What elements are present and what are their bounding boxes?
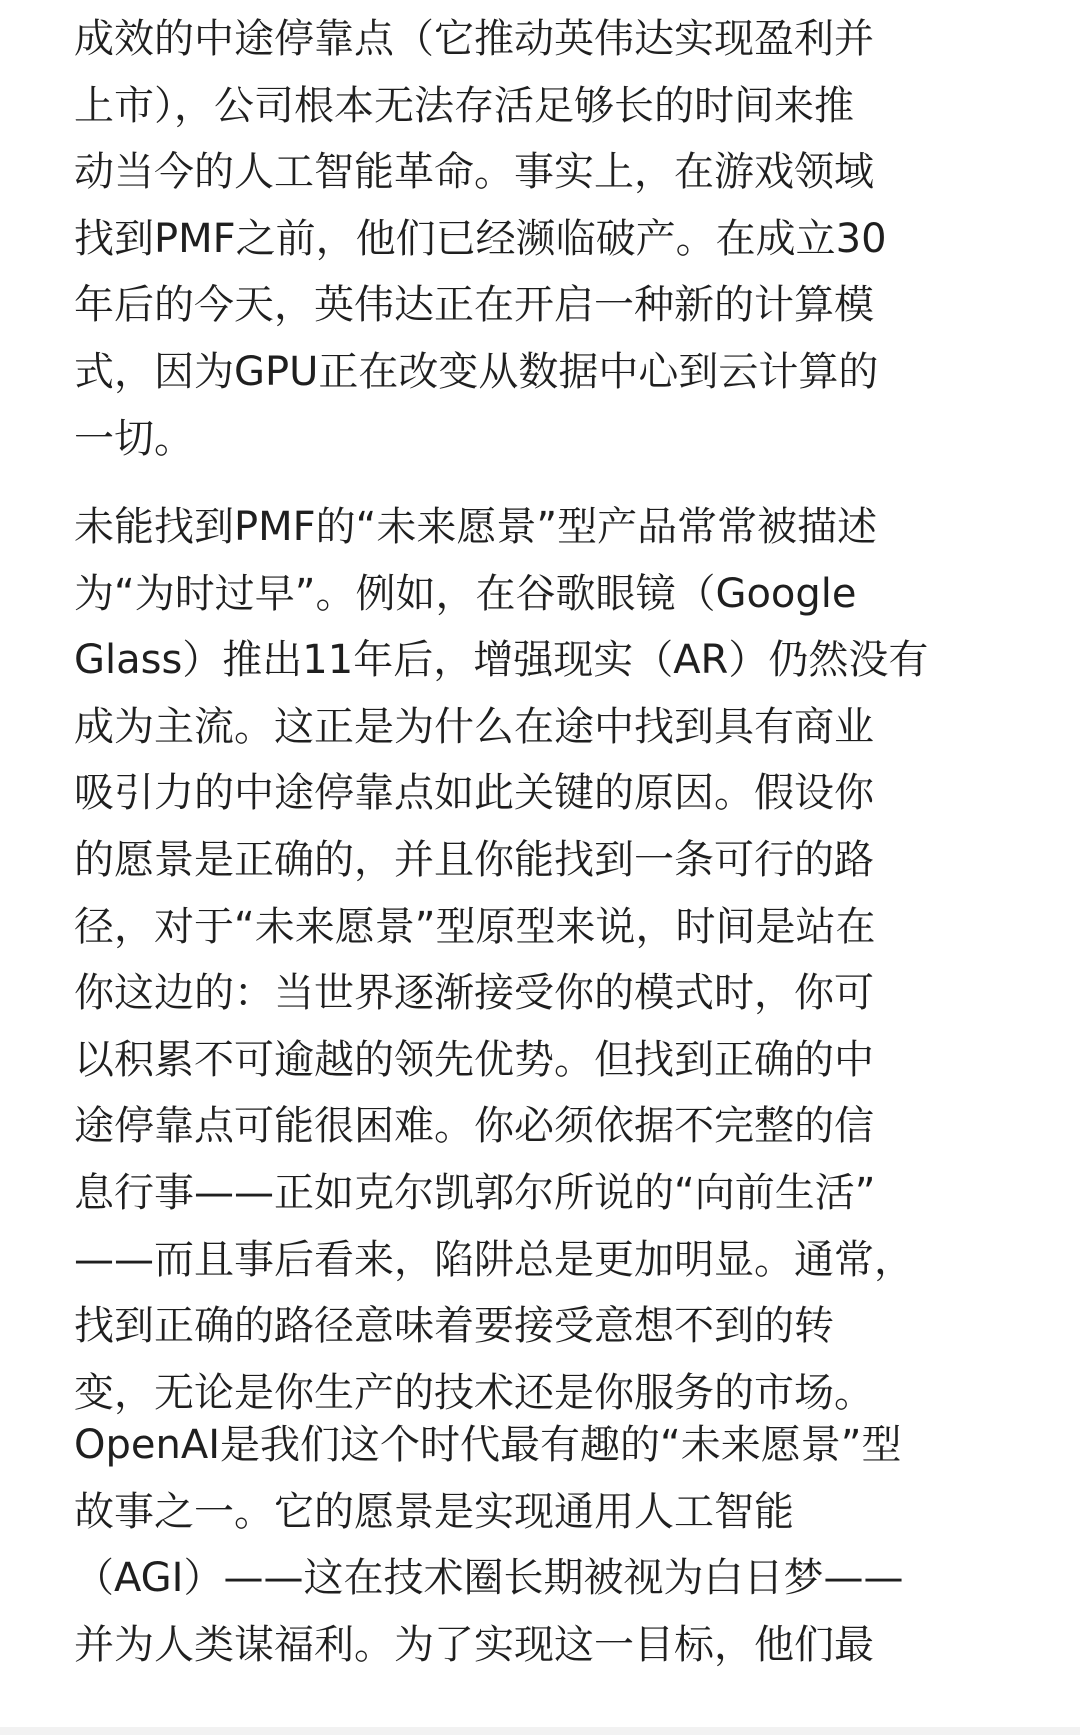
- text-line: ——而且事后看来，陷阱总是更加明显。通常，: [74, 1236, 914, 1283]
- text-line: 一切。: [74, 415, 194, 462]
- text-line: 途停靠点可能很困难。你必须依据不完整的信: [74, 1103, 874, 1150]
- text-line: 成效的中途停靠点（它推动英伟达实现盈利并: [74, 16, 874, 62]
- text-line: Glass）推出11年后，增强现实（AR）仍然没有: [74, 637, 929, 684]
- text-line: 动当今的人工智能革命。事实上，在游戏领域: [74, 149, 874, 196]
- text-line: 上市），公司根本无法存活足够长的时间来推: [74, 82, 854, 129]
- text-line: 成为主流。这正是为什么在途中找到具有商业: [74, 703, 874, 750]
- text-line: 找到PMF之前，他们已经濒临破产。在成立30: [74, 215, 887, 262]
- text-line: 并为人类谋福利。为了实现这一目标，他们最: [74, 1621, 874, 1668]
- text-line: 年后的今天，英伟达正在开启一种新的计算模: [74, 282, 874, 329]
- bottom-divider: [0, 1727, 1080, 1735]
- text-line: 径，对于“未来愿景”型原型来说，时间是站在: [74, 903, 876, 950]
- text-line: （AGI）——这在技术圈长期被视为白日梦——: [74, 1555, 904, 1602]
- paragraph-2: [74, 494, 1014, 1426]
- text-line: 变，无论是你生产的技术还是你服务的市场。: [74, 1369, 874, 1416]
- text-line: 为“为时过早”。例如，在谷歌眼镜（Google: [74, 570, 857, 617]
- text-line: 式，因为GPU正在改变从数据中心到云计算的: [74, 348, 879, 395]
- text-line: 吸引力的中途停靠点如此关键的原因。假设你: [74, 770, 874, 817]
- text-line: 以积累不可逾越的领先优势。但找到正确的中: [74, 1036, 874, 1083]
- text-line: 你这边的：当世界逐渐接受你的模式时，你可: [74, 970, 874, 1017]
- text-line: 息行事——正如克尔凯郭尔所说的“向前生活”: [74, 1169, 876, 1216]
- text-line: 故事之一。它的愿景是实现通用人工智能: [74, 1488, 794, 1535]
- text-line: 找到正确的路径意味着要接受意想不到的转: [74, 1303, 834, 1350]
- text-line: 未能找到PMF的“未来愿景”型产品常常被描述: [74, 504, 878, 550]
- text-line: OpenAI是我们这个时代最有趣的“未来愿景”型: [74, 1422, 902, 1468]
- text-line: 的愿景是正确的，并且你能找到一条可行的路: [74, 836, 874, 883]
- paragraph-1: [74, 6, 1014, 472]
- paragraph-3: [74, 1412, 1014, 1678]
